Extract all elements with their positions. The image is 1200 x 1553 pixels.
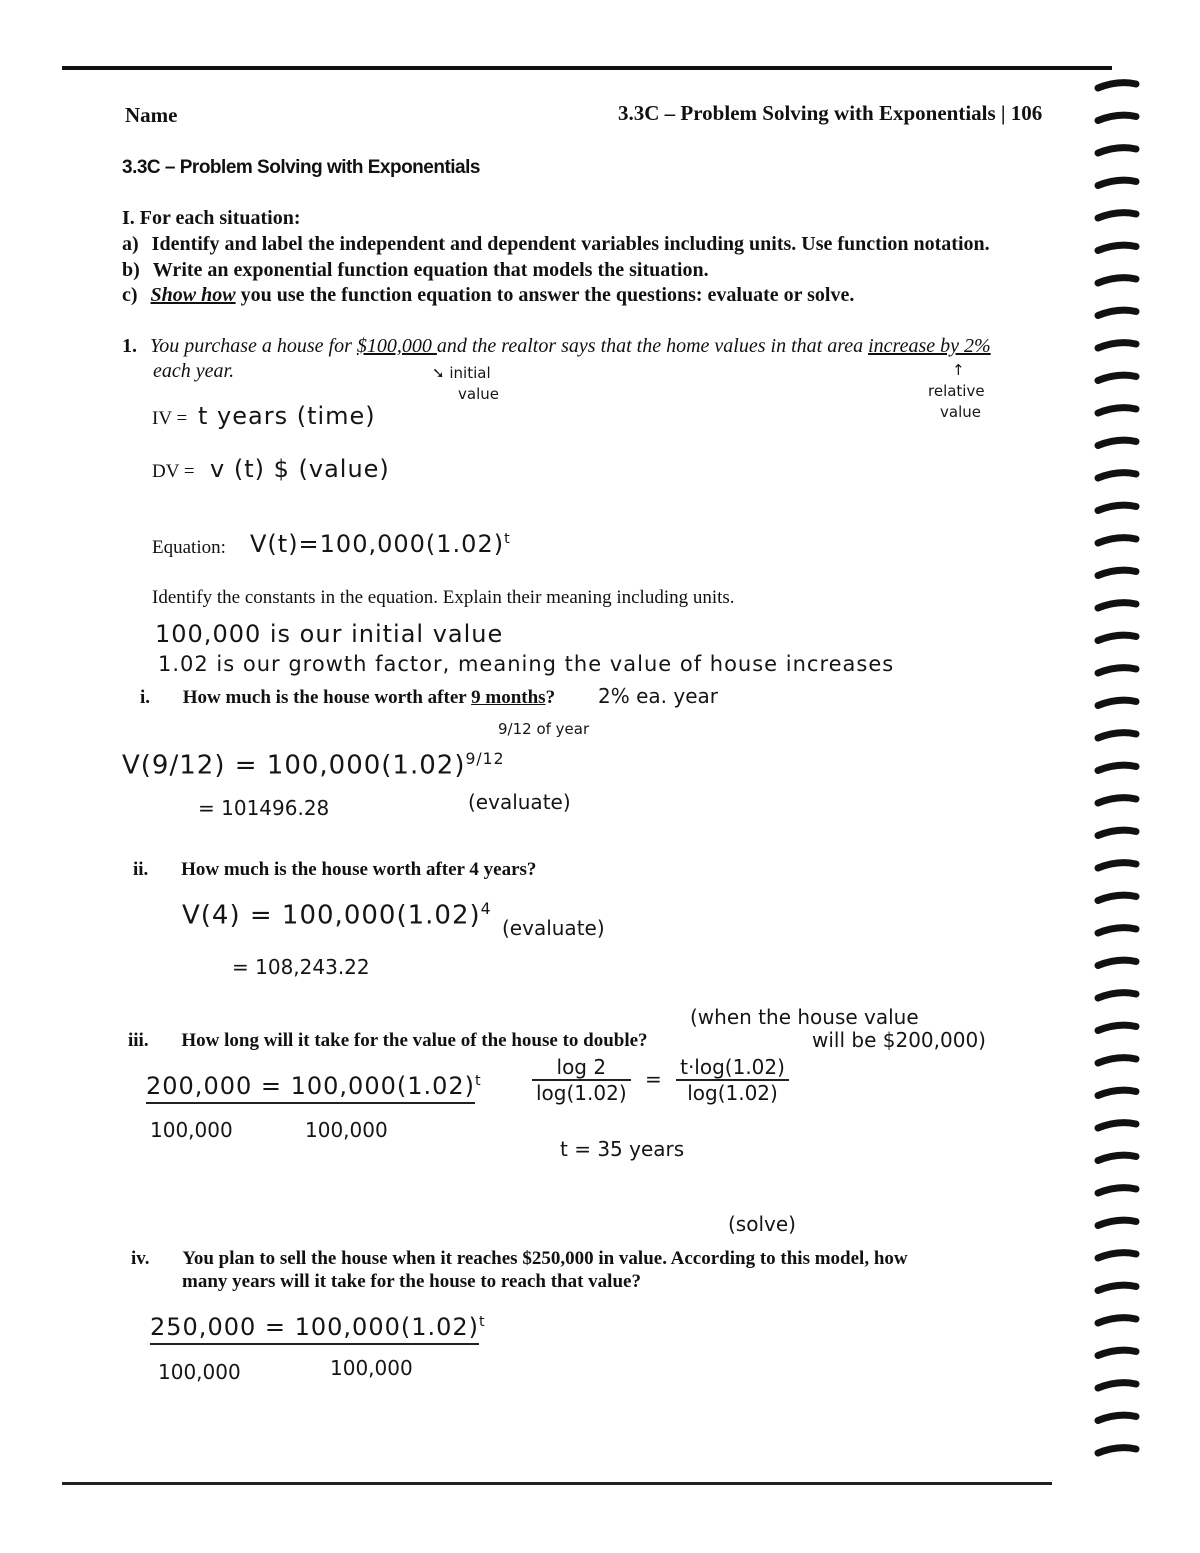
iii-den-left: 100,000 <box>150 1118 233 1142</box>
spiral-coil <box>1098 895 1136 900</box>
spiral-coil <box>1098 1220 1136 1225</box>
spiral-coil <box>1098 635 1136 640</box>
spiral-coil <box>1098 960 1136 965</box>
spiral-coil <box>1098 473 1136 478</box>
instructions-heading: I. For each situation: <box>122 207 301 229</box>
spiral-coil <box>1098 1415 1136 1420</box>
instruction-c-text: you use the function equation to answer the questions: evaluate or solve. <box>235 284 855 306</box>
spiral-coil <box>1098 538 1136 543</box>
constant-2-answer: 1.02 is our growth factor, meaning the value of house increases <box>158 652 895 676</box>
bottom-rule <box>62 1482 1052 1485</box>
spiral-coil <box>1098 733 1136 738</box>
relative-note: relative <box>928 382 985 400</box>
question-iii-text: How long will it take for the value of the house to double? <box>181 1030 648 1051</box>
iii-answer: t = 35 years <box>560 1137 685 1161</box>
iv-label: IV = <box>152 408 188 429</box>
question-iii <box>128 1030 648 1052</box>
spiral-coil <box>1098 1155 1136 1160</box>
iii-note-1: (when the house value <box>690 1005 919 1029</box>
spiral-coil <box>1098 830 1136 835</box>
question-i-months: 9 months <box>471 687 546 708</box>
spiral-coil <box>1098 408 1136 413</box>
spiral-coil <box>1098 700 1136 705</box>
relative-note-2: value <box>940 403 981 421</box>
dv-answer: v (t) $ (value) <box>210 455 390 483</box>
constants-prompt: Identify the constants in the equation. Explain their meaning including units. <box>152 587 735 608</box>
spiral-coil <box>1098 83 1136 88</box>
equation-label: Equation: <box>152 537 226 558</box>
initial-note: ➘ initial <box>432 364 491 382</box>
spiral-coil <box>1098 798 1136 803</box>
spiral-coil <box>1098 765 1136 770</box>
iv-equation: $250,000 = 100,000(1.02)^t$ <box>150 1313 486 1341</box>
iv-answer: t years (time) <box>198 402 376 430</box>
iii-note-2: will be $200,000) <box>812 1028 986 1052</box>
up-arrow-icon: ↑ <box>952 361 965 379</box>
spiral-coil <box>1098 115 1136 120</box>
spiral-coil <box>1098 1383 1136 1388</box>
spiral-coil <box>1098 1448 1136 1453</box>
spiral-coil <box>1098 1350 1136 1355</box>
problem-rate: increase by 2% <box>868 335 991 357</box>
spiral-coil <box>1098 1025 1136 1030</box>
problem-1 <box>122 335 991 358</box>
spiral-coil <box>1098 1253 1136 1258</box>
question-iv-line1: You plan to sell the house when it reaches $250,000 in value. According to this model, how <box>182 1248 908 1269</box>
iii-den-right: 100,000 <box>305 1118 388 1142</box>
iii-equation: $200,000 = 100,000(1.02)^t$ <box>146 1072 482 1100</box>
spiral-coil <box>1098 863 1136 868</box>
marker-a: a) <box>122 233 139 255</box>
iv-den-left: 100,000 <box>158 1360 241 1384</box>
spiral-coil <box>1098 1285 1136 1290</box>
problem-text-b: and the realtor says that the home values in that area <box>436 335 869 357</box>
iv-den-right: 100,000 <box>330 1356 413 1380</box>
instruction-b <box>122 259 709 282</box>
spiral-coil <box>1098 928 1136 933</box>
problem-text-line2: each year. <box>153 360 235 382</box>
marker-iv: iv. <box>131 1248 150 1269</box>
i-tag: (evaluate) <box>468 790 571 814</box>
spiral-coil <box>1098 505 1136 510</box>
spiral-coil <box>1098 440 1136 445</box>
spiral-binding <box>1092 70 1142 1480</box>
question-iv-line2: many years will it take for the house to reach that value? <box>182 1271 641 1292</box>
marker-i: i. <box>140 687 151 708</box>
instruction-a <box>122 233 990 256</box>
spiral-coil <box>1098 1123 1136 1128</box>
spiral-coil <box>1098 245 1136 250</box>
marker-c: c) <box>122 284 138 306</box>
instruction-c <box>122 284 854 307</box>
spiral-coil <box>1098 278 1136 283</box>
arrow-icon: ➘ <box>432 364 445 382</box>
spiral-coil <box>1098 148 1136 153</box>
spiral-coil <box>1098 570 1136 575</box>
spiral-coil <box>1098 213 1136 218</box>
spiral-coil <box>1098 1090 1136 1095</box>
question-ii-text: How much is the house worth after 4 years? <box>181 859 537 880</box>
initial-note-2: value <box>458 385 499 403</box>
spiral-coil <box>1098 603 1136 608</box>
problem-price: $100,000 <box>356 335 437 357</box>
ii-tag: (evaluate) <box>502 916 605 940</box>
i-fraction-note: 9/12 of year <box>498 720 590 738</box>
problem-number: 1. <box>122 335 137 357</box>
name-label: Name <box>125 103 178 127</box>
section-title: 3.3C – Problem Solving with Exponentials <box>122 157 480 178</box>
constant-2-cont: 2% ea. year <box>598 684 718 708</box>
iii-log-left: $\frac{\log 2}{\log(1.02)}$ = $\frac{t\cdot\log(1.02)}{\log(1.02)}$ <box>532 1055 789 1105</box>
spiral-coil <box>1098 180 1136 185</box>
question-ii <box>133 859 536 881</box>
dv-label: DV = <box>152 461 195 482</box>
question-i: i. How much is the house worth after 9 months? <box>140 687 556 708</box>
spiral-coil <box>1098 668 1136 673</box>
question-iv <box>131 1248 908 1270</box>
spiral-coil <box>1098 343 1136 348</box>
instruction-b-text: Write an exponential function equation that models the situation. <box>152 259 709 281</box>
spiral-coil <box>1098 1318 1136 1323</box>
iii-tag: (solve) <box>728 1212 796 1236</box>
show-how-text: Show how <box>150 284 236 306</box>
ii-equation: $V(4) = 100,000(1.02)^4$ <box>182 900 492 931</box>
marker-iii: iii. <box>128 1030 149 1051</box>
i-result: = 101496.28 <box>198 796 330 820</box>
instruction-a-text: Identify and label the independent and dependent variables including units. Use function notation. <box>151 233 990 255</box>
page-header: 3.3C – Problem Solving with Exponentials | 106 <box>618 101 1043 125</box>
problem-text-a: You purchase a house for <box>150 335 357 357</box>
spiral-coil <box>1098 1188 1136 1193</box>
ii-result: = 108,243.22 <box>232 955 370 979</box>
spiral-coil <box>1098 375 1136 380</box>
constant-1-answer: 100,000 is our initial value <box>155 620 504 648</box>
question-i-text-a: How much is the house worth after <box>182 687 472 708</box>
spiral-coil <box>1098 1058 1136 1063</box>
top-rule <box>62 66 1112 70</box>
marker-b: b) <box>122 259 140 281</box>
i-equation: $V(9/12) = 100,000(1.02)^{9/12}$ <box>122 750 505 781</box>
spiral-coil <box>1098 310 1136 315</box>
spiral-coil <box>1098 993 1136 998</box>
marker-ii: ii. <box>133 859 149 880</box>
equation-answer: $V(t)=100,000(1.02)^t$ <box>250 530 511 558</box>
